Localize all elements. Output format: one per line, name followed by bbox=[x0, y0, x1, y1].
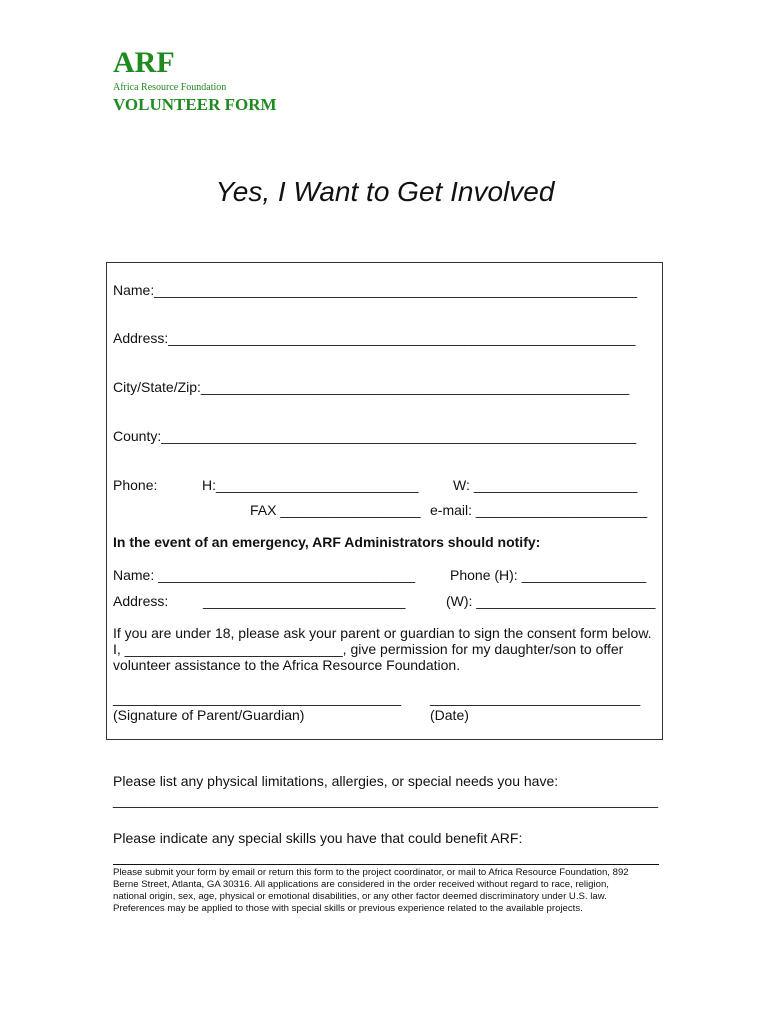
page-heading: Yes, I Want to Get Involved bbox=[215, 176, 555, 207]
date-field[interactable]: ___________________________ bbox=[430, 690, 641, 706]
consent-statement: volunteer assistance to the Africa Resource Foundation. bbox=[113, 657, 461, 673]
footer-line: Berne Street, Atlanta, GA 30316. All applications are considered in the order received without regard to race, religion, bbox=[113, 879, 609, 890]
phone-label: Phone: bbox=[113, 477, 158, 493]
footer-line: Please submit your form by email or return this form to the project coordinator, or mail to Africa Resource Foundation, 892 bbox=[113, 867, 629, 878]
limitations-prompt: Please list any physical limitations, allergies, or special needs you have: bbox=[113, 773, 559, 789]
emergency-address-field[interactable]: __________________________ bbox=[203, 593, 406, 609]
emergency-work-phone-field[interactable]: (W): _______________________ bbox=[446, 593, 656, 609]
signature-field[interactable]: _____________________________________ bbox=[113, 690, 402, 706]
work-phone-field[interactable]: W: _____________________ bbox=[453, 477, 638, 493]
org-name: Africa Resource Foundation bbox=[113, 82, 227, 93]
fax-field[interactable]: FAX __________________ bbox=[250, 502, 421, 518]
address-field[interactable]: Address:____________________________________________________________ bbox=[113, 330, 636, 346]
footer-line: national origin, sex, age, physical or emotional disabilities, or any other factor deemed discriminatory under U.S. law. bbox=[113, 891, 607, 902]
emergency-home-phone-field[interactable]: Phone (H): ________________ bbox=[450, 567, 647, 583]
date-label: (Date) bbox=[430, 707, 469, 723]
home-phone-field[interactable]: H:__________________________ bbox=[202, 477, 419, 493]
footer-line: Preferences may be applied to those with special skills or previous experience related to the available projects. bbox=[113, 903, 583, 914]
consent-instructions: If you are under 18, please ask your parent or guardian to sign the consent form below. bbox=[113, 625, 652, 641]
emergency-address-label: Address: bbox=[113, 593, 169, 609]
signature-label: (Signature of Parent/Guardian) bbox=[113, 707, 305, 723]
arf-logo: ARF bbox=[113, 46, 175, 79]
form-title: VOLUNTEER FORM bbox=[113, 95, 277, 114]
emergency-name-field[interactable]: Name: _________________________________ bbox=[113, 567, 416, 583]
county-field[interactable]: County:_____________________________________________________________ bbox=[113, 428, 637, 444]
emergency-heading: In the event of an emergency, ARF Administrators should notify: bbox=[113, 534, 541, 550]
limitations-field[interactable]: ______________________________________________________________________ bbox=[113, 792, 659, 808]
footer-divider bbox=[113, 864, 659, 865]
email-field[interactable]: e-mail: ______________________ bbox=[430, 502, 648, 518]
skills-prompt: Please indicate any special skills you have that could benefit ARF: bbox=[113, 830, 523, 846]
name-field[interactable]: Name:______________________________________________________________ bbox=[113, 282, 637, 298]
footer-text bbox=[113, 867, 663, 915]
city-state-zip-field[interactable]: City/State/Zip:_______________________________________________________ bbox=[113, 379, 630, 395]
consent-permission-line[interactable]: I, ____________________________, give permission for my daughter/son to offer bbox=[113, 641, 624, 657]
